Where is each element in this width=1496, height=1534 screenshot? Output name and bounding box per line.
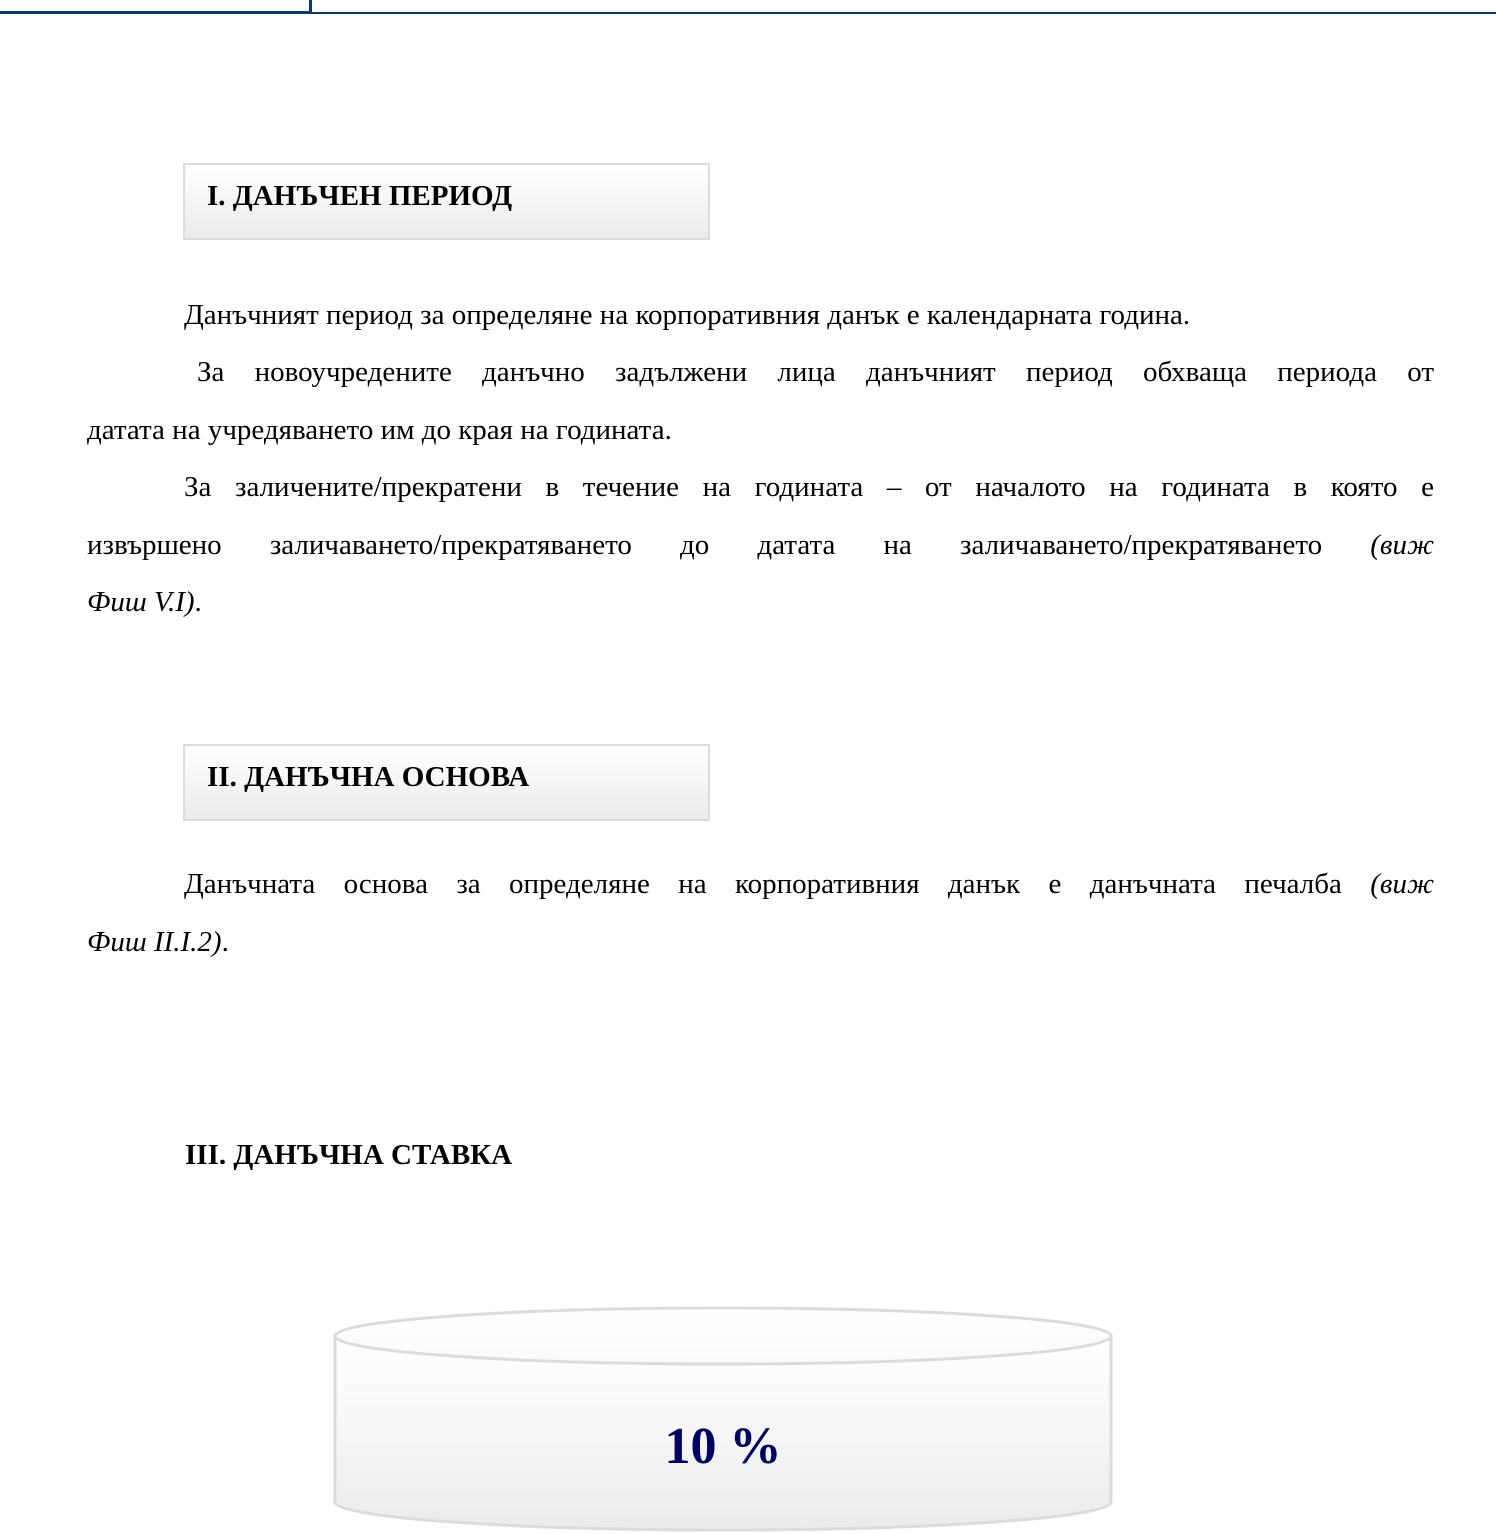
paragraph-text: За заличените/прекратени в течение на годината – от началото на годината в която е xyxy=(184,471,1434,503)
paragraph-text: извършено заличаването/прекратяването до датата на заличаването/прекратяването xyxy=(87,528,1323,561)
section-1-title: I. ДАНЪЧЕН ПЕРИОД xyxy=(207,180,513,212)
section-1-paragraph-3: За заличените/прекратени в течение на годината – от началото на годината в която е извършено заличаването/прекратяването до датата на заличаването/прекратяването (виж Фиш V.I). xyxy=(87,471,1434,618)
tax-rate-cylinder xyxy=(333,1306,1113,1534)
reference-link: Фиш II.I.2) xyxy=(87,925,222,958)
section-3-title: III. ДАНЪЧНА СТАВКА xyxy=(185,1139,513,1171)
tax-rate-value: 10 % xyxy=(664,1418,782,1475)
paragraph-text: Данъчният период за определяне на корпоративния данък е календарната година. xyxy=(184,299,1191,331)
section-1-heading-box xyxy=(183,163,710,240)
header-rule-left xyxy=(0,11,311,14)
section-2-paragraph-1: Данъчната основа за определяне на корпоративния данък е данъчната печалба (виж Фиш II.I.2). xyxy=(87,868,1434,958)
paragraph-text: За новоучредените данъчно задължени лица данъчният период обхваща периода от xyxy=(197,356,1434,388)
paragraph-text: Данъчната основа за определяне на корпоративния данък е данъчната печалба xyxy=(184,868,1342,900)
reference-open: (виж xyxy=(1370,868,1434,900)
section-2-heading-box xyxy=(183,744,710,821)
section-2-title: II. ДАНЪЧНА ОСНОВА xyxy=(207,761,530,793)
paragraph-text: датата на учредяването им до края на годината. xyxy=(87,413,672,446)
reference-open: (виж xyxy=(1370,528,1434,561)
section-1-paragraph-2 xyxy=(87,344,1434,459)
section-1-paragraph-1 xyxy=(87,287,1434,345)
reference-link: Фиш V.I) xyxy=(87,586,195,618)
header-rule-right xyxy=(311,12,1496,14)
